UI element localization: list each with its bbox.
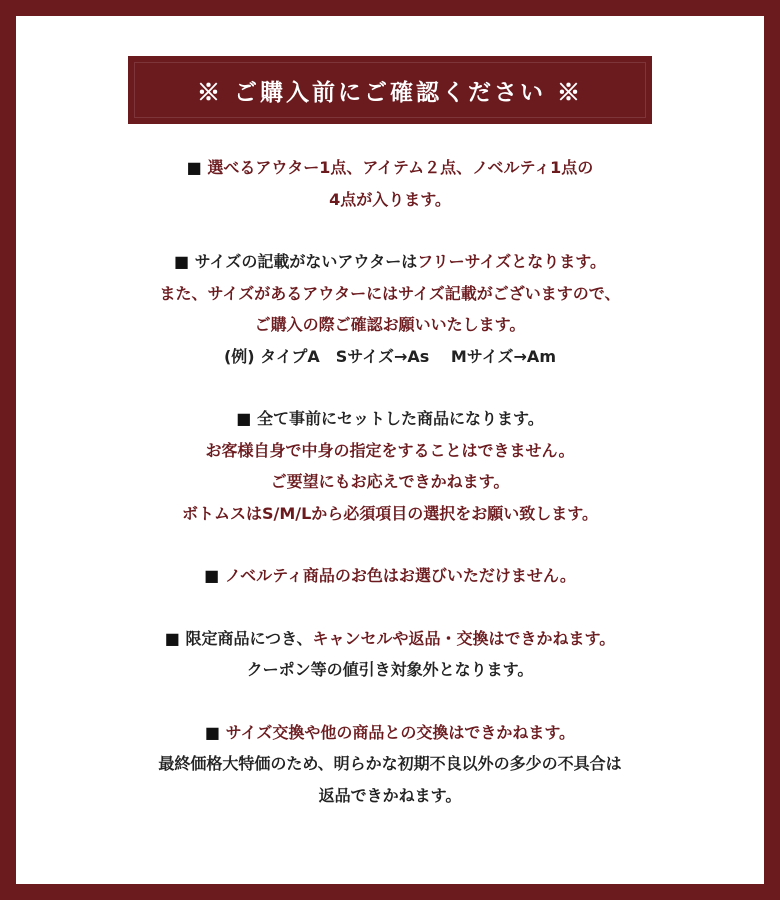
notice-line — [16, 623, 764, 655]
highlight-text: キャンセルや返品・交換はできかねます。 — [312, 628, 616, 648]
body-text: 限定商品につき、 — [185, 628, 313, 648]
notice-line — [16, 654, 764, 686]
notice-frame — [16, 16, 764, 884]
body-text: (例) タイプA Sサイズ→As Mサイズ→Am — [223, 346, 556, 366]
notice-line — [16, 152, 764, 184]
highlight-text: フリーサイズとなります。 — [417, 252, 607, 271]
notice-section — [16, 717, 764, 812]
notice-section — [16, 560, 764, 592]
bullet-square-icon: ■ — [236, 409, 257, 428]
highlight-text: ご購入の際ご確認お願いいたします。 — [254, 315, 526, 334]
header-banner — [128, 56, 652, 124]
bullet-square-icon: ■ — [164, 628, 186, 648]
bullet-square-icon: ■ — [173, 252, 195, 271]
notice-line — [16, 278, 764, 310]
notice-section — [16, 152, 764, 215]
notice-line — [16, 748, 764, 780]
notice-line — [16, 498, 764, 530]
bullet-square-icon: ■ — [204, 566, 225, 585]
notice-line — [16, 403, 764, 435]
bullet-square-icon: ■ — [186, 158, 208, 177]
notice-line — [16, 184, 764, 216]
notice-content — [16, 152, 764, 842]
highlight-text: ご要望にもお応えできかねます。 — [270, 472, 510, 491]
notice-section — [16, 246, 764, 372]
highlight-text: ノベルティ商品のお色はお選びいただけません。 — [224, 566, 576, 585]
notice-line — [16, 717, 764, 749]
body-text: クーポン等の値引き対象外となります。 — [246, 660, 534, 679]
notice-line — [16, 341, 764, 373]
notice-line — [16, 435, 764, 467]
highlight-text: また、サイズがあるアウターにはサイズ記載がございますので、 — [159, 283, 621, 303]
highlight-text: 選べるアウター1点、アイテム２点、ノベルティ1点の — [207, 158, 594, 177]
notice-line — [16, 466, 764, 498]
highlight-text: サイズ交換や他の商品との交換はできかねます。 — [225, 722, 576, 742]
notice-line — [16, 560, 764, 592]
notice-line — [16, 246, 764, 278]
body-text: サイズの記載がないアウターは — [194, 252, 418, 271]
notice-section — [16, 623, 764, 686]
notice-section — [16, 403, 764, 529]
body-text: 返品できかねます。 — [318, 785, 462, 805]
notice-line — [16, 780, 764, 812]
body-text: 最終価格大特価のため、明らかな初期不良以外の多少の不具合は — [158, 754, 622, 773]
highlight-text: ボトムスはS/M/Lから必須項目の選択をお願い致します。 — [181, 503, 599, 523]
highlight-text: お客様自身で中身の指定をすることはできません。 — [205, 440, 575, 460]
body-text: 全て事前にセットした商品になります。 — [256, 409, 544, 428]
page-title: ※ ご購入前にご確認ください ※ — [196, 78, 583, 106]
bullet-square-icon: ■ — [204, 722, 226, 742]
highlight-text: 4点が入ります。 — [329, 189, 451, 209]
notice-line — [16, 309, 764, 341]
